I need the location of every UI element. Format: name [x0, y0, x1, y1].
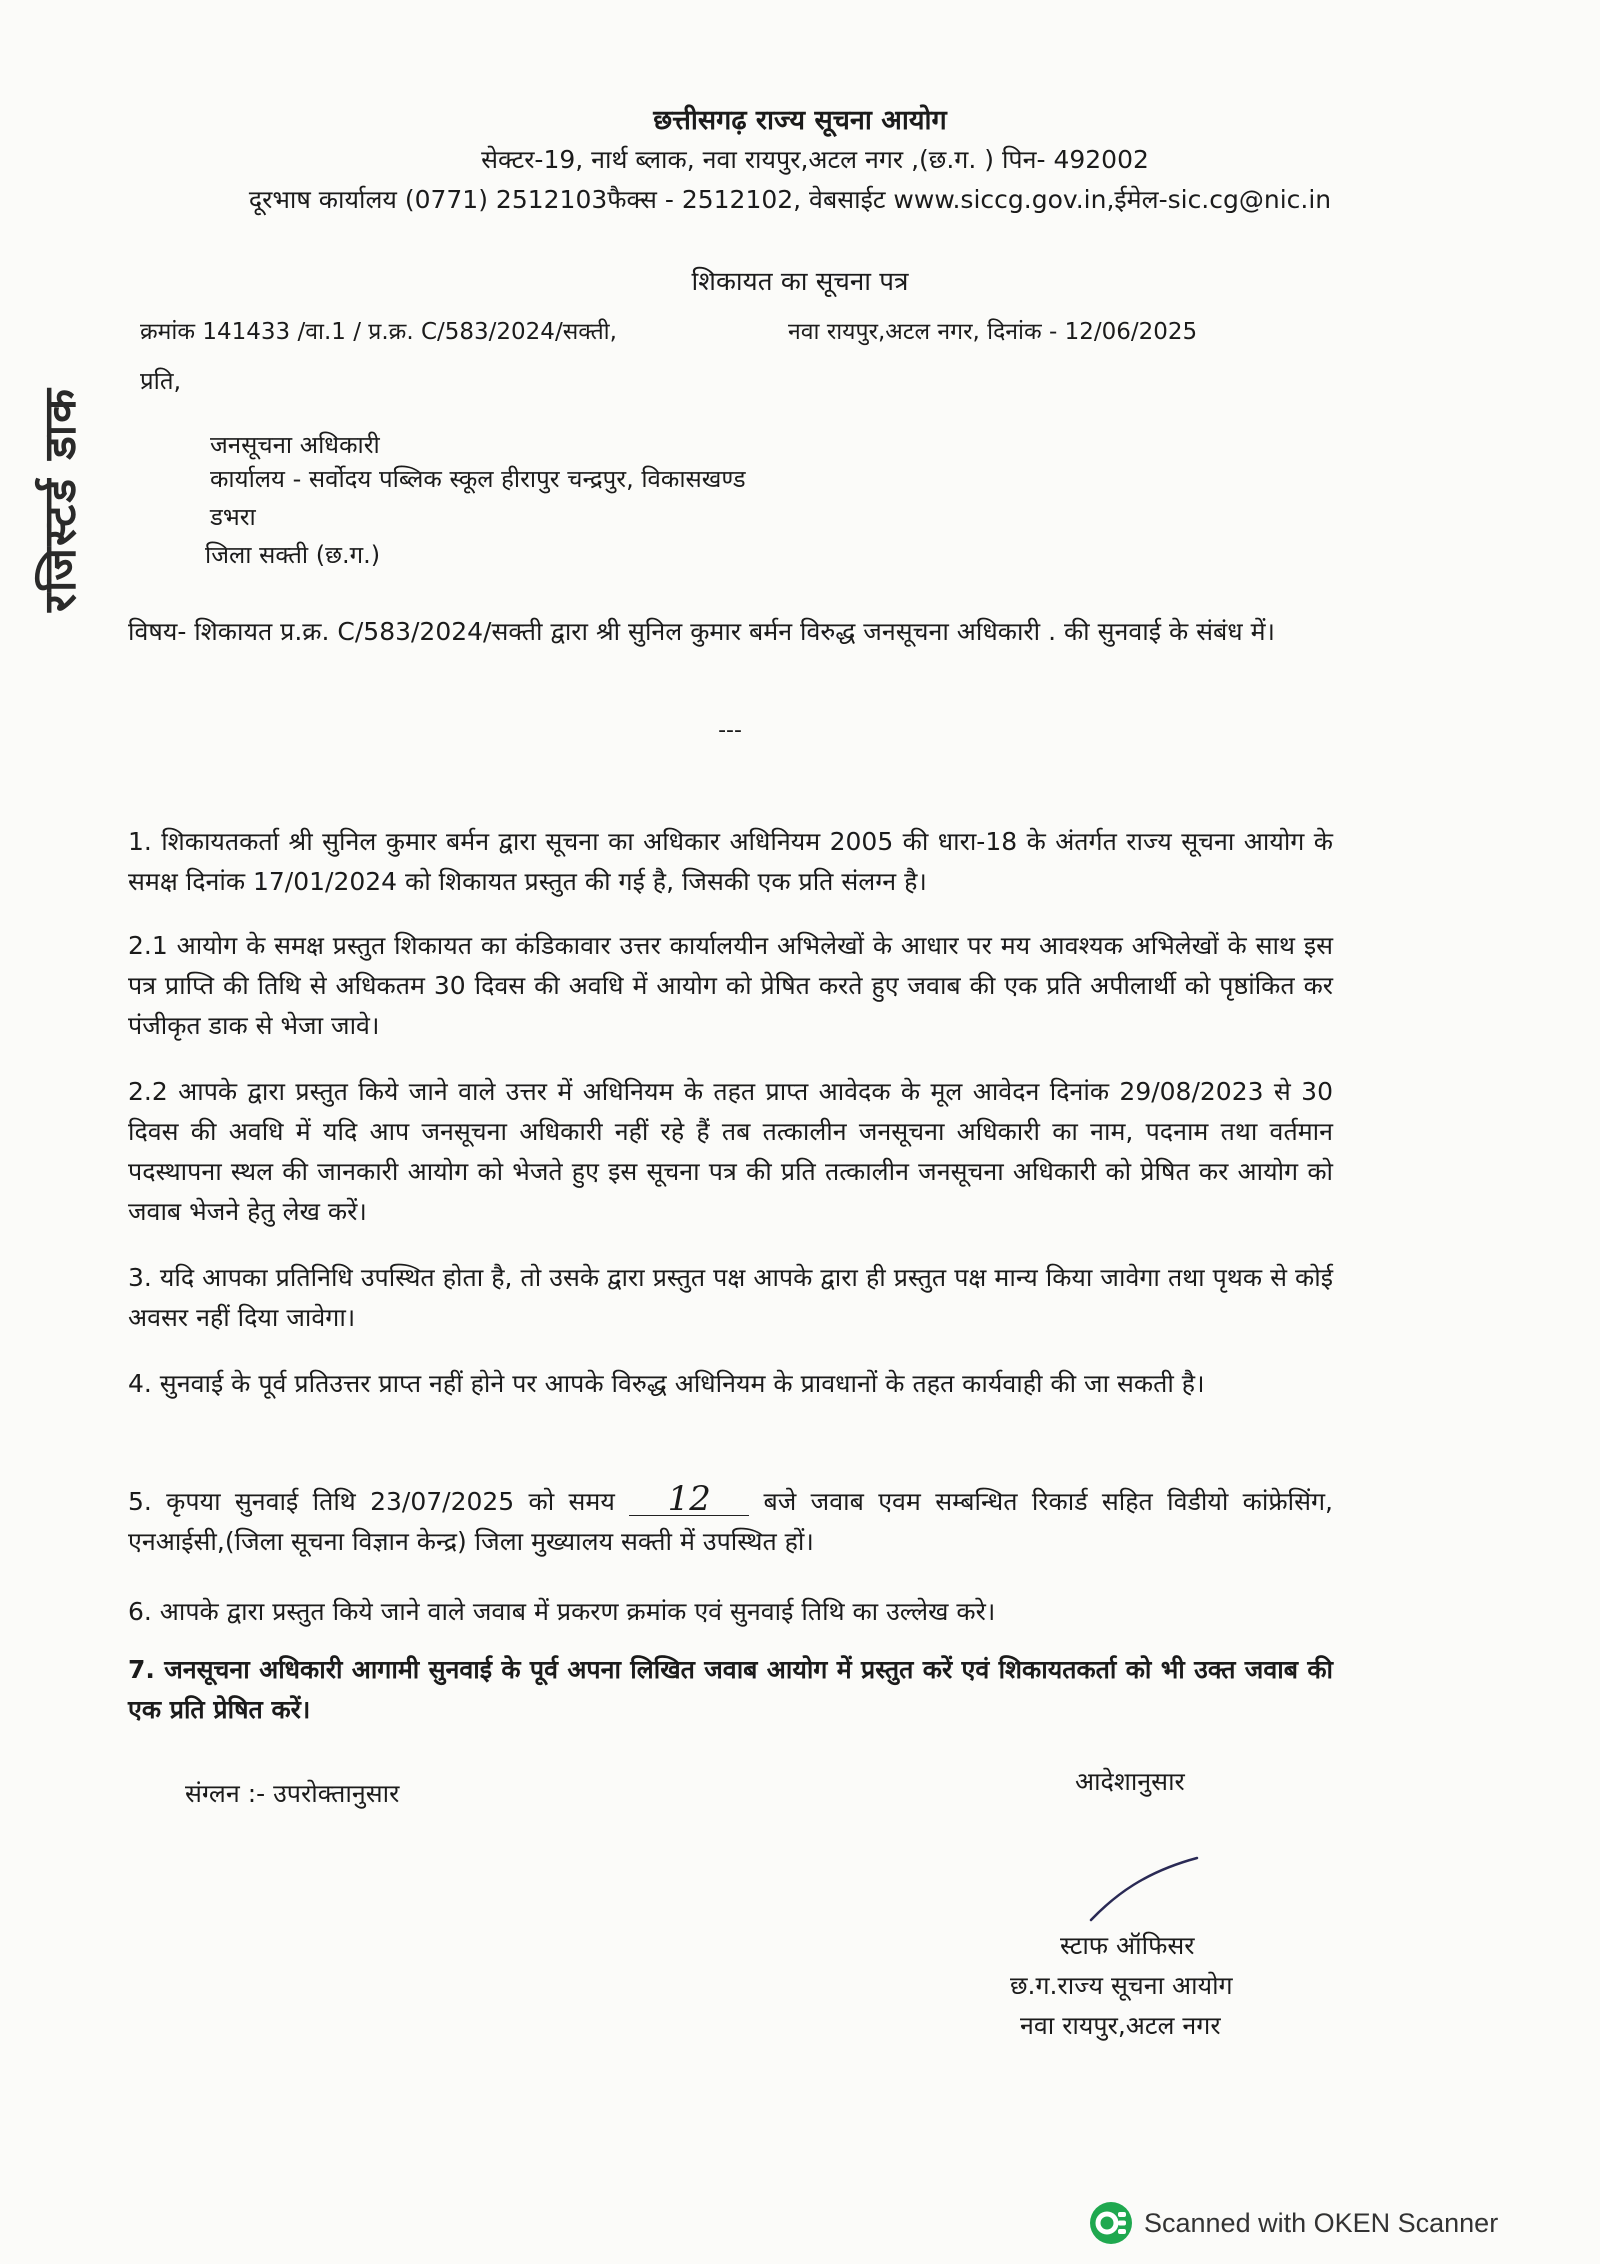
- paragraph-2-1: 2.1 आयोग के समक्ष प्रस्तुत शिकायत का कंडिकावार उत्तर कार्यालयीन अभिलेखों के आधार पर मय आवश्यक अभिलेखों के साथ इस पत्र प्राप्ति की तिथि से अधिकतम 30 दिवस की अवधि में आयोग को प्रेषित करते हुए जवाब की एक प्रति अपीलार्थी को पृष्ठांकित कर पंजीकृत डाक से भेजा जावे।: [128, 931, 1333, 1040]
- enclosure: संग्लन :- उपरोक्तानुसार: [185, 1779, 400, 1808]
- paragraph-5-end: बजे जवाब एवम सम्बन्धित रिकार्ड सहित विडीयो कांफ्रेसिंग, एनआईसी,(जिला सूचना विज्ञान केन्द्र) जिला मुख्यालय सक्ती में उपस्थित हों।: [128, 1487, 1333, 1556]
- separator: ---: [718, 718, 742, 743]
- paragraph-4: 4. सुनवाई के पूर्व प्रतिउत्तर प्राप्त नहीं होने पर आपके विरुद्ध अधिनियम के प्रावधानों के तहत कार्यवाही की जा सकती है।: [128, 1369, 1205, 1398]
- signatory-place: नवा रायपुर,अटल नगर: [1020, 2011, 1221, 2040]
- signatory-office: छ.ग.राज्य सूचना आयोग: [1010, 1971, 1233, 2000]
- handwritten-time: 12: [629, 1483, 749, 1516]
- paragraph-2-2: 2.2 आपके द्वारा प्रस्तुत किये जाने वाले उत्तर में अधिनियम के तहत प्राप्त आवेदक के मूल आवेदन दिनांक 29/08/2023 से 30 दिवस की अवधि में यदि आप जनसूचना अधिकारी नहीं रहे हैं तब तत्कालीन जनसूचना अधिकारी का नाम, पदनाम तथा वर्तमान पदस्थापना स्थल की जानकारी आयोग को भेजते हुए इस सूचना पत्र की प्रति तत्कालीन जनसूचना अधिकारी को प्रेषित कर आयोग को जवाब भेजने हेतु लेख करें।: [128, 1077, 1333, 1226]
- org-address: सेक्टर-19, नार्थ ब्लाक, नवा रायपुर,अटल नगर ,(छ.ग. ) पिन- 492002: [481, 145, 1149, 174]
- paragraph-7: 7. जनसूचना अधिकारी आगामी सुनवाई के पूर्व अपना लिखित जवाब आयोग में प्रस्तुत करें एवं शिकायतकर्ता को भी उक्त जवाब की एक प्रति प्रेषित करें।: [128, 1655, 1333, 1724]
- recipient-line-2: कार्यालय - सर्वोदय पब्लिक स्कूल हीरापुर चन्द्रपुर, विकासखण्ड: [210, 465, 746, 493]
- document-title: शिकायत का सूचना पत्र: [691, 267, 909, 297]
- paragraph-5: [128, 1479, 1333, 1562]
- registered-post-stamp: रजिस्टर्ड डाक: [35, 387, 86, 612]
- recipient-line-1: जनसूचना अधिकारी: [210, 431, 380, 459]
- signatory-designation: स्टाफ ऑफिसर: [1060, 1931, 1195, 1960]
- signature: [1085, 1850, 1205, 1930]
- subject-line: विषय- शिकायत प्र.क्र. C/583/2024/सक्ती द्वारा श्री सुनिल कुमार बर्मन विरुद्ध जनसूचना अधिकारी . की सुनवाई के संबंध में।: [128, 617, 1276, 646]
- reference-number: क्रमांक 141433 /वा.1 / प्र.क्र. C/583/2024/सक्ती,: [140, 319, 617, 345]
- paragraph-1: 1. शिकायतकर्ता श्री सुनिल कुमार बर्मन द्वारा सूचना का अधिकार अधिनियम 2005 की धारा-18 के अंतर्गत राज्य सूचना आयोग के समक्ष दिनांक 17/01/2024 को शिकायत प्रस्तुत की गई है, जिसकी एक प्रति संलग्न है।: [128, 827, 1333, 896]
- scanner-logo-icon: [1088, 2200, 1134, 2246]
- paragraph-3: 3. यदि आपका प्रतिनिधि उपस्थित होता है, तो उसके द्वारा प्रस्तुत पक्ष आपके द्वारा ही प्रस्तुत पक्ष मान्य किया जावेगा तथा पृथक से कोई अवसर नहीं दिया जावेगा।: [128, 1263, 1333, 1332]
- scanner-text: Scanned with OKEN Scanner: [1144, 2207, 1499, 2238]
- org-contact: दूरभाष कार्यालय (0771) 2512103फैक्स - 2512102, वेबसाईट www.siccg.gov.in,ईमेल-sic.cg@nic.in: [248, 185, 1332, 214]
- recipient-line-4: जिला सक्ती (छ.ग.): [205, 541, 381, 569]
- to-label: प्रति,: [140, 367, 182, 395]
- recipient-line-3: डभरा: [210, 503, 256, 531]
- paragraph-5-start: 5. कृपया सुनवाई तिथि 23/07/2025 को समय: [128, 1487, 615, 1516]
- scanner-watermark: [1088, 2200, 1498, 2246]
- org-name: छत्तीसगढ़ राज्य सूचना आयोग: [653, 105, 947, 136]
- paragraph-6: 6. आपके द्वारा प्रस्तुत किये जाने वाले जवाब में प्रकरण क्रमांक एवं सुनवाई तिथि का उल्लेख करे।: [128, 1597, 996, 1626]
- by-order: आदेशानुसार: [1075, 1767, 1185, 1796]
- place-date: नवा रायपुर,अटल नगर, दिनांक - 12/06/2025: [788, 319, 1198, 345]
